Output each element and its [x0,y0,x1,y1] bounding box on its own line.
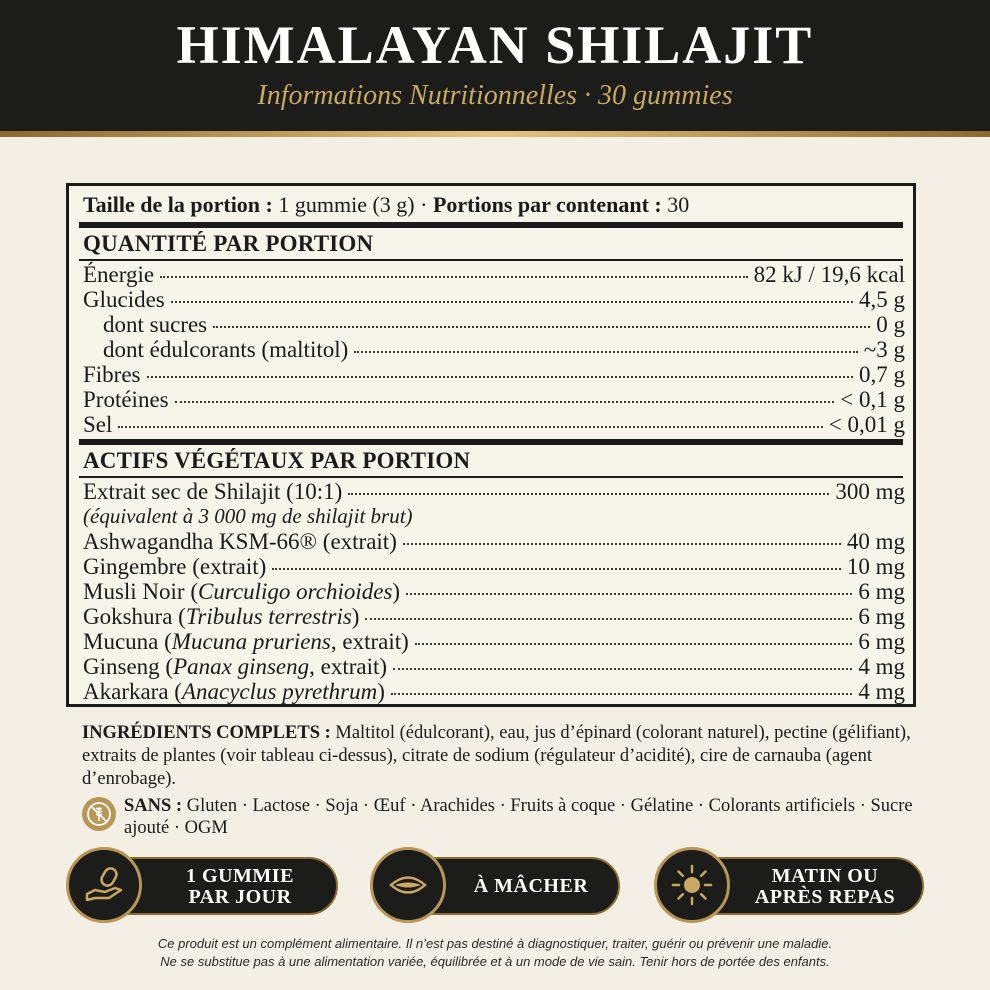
header-banner [0,0,990,131]
nutrient-row-fiber [83,362,905,387]
active-label [83,604,359,630]
leader-dots [391,693,852,695]
active-label [83,679,385,705]
active-label: Gingembre (extrait) [83,554,267,579]
sun-icon [654,847,730,923]
leader-dots [348,493,829,495]
active-name-tail: ) [377,679,385,704]
nutrient-value: 0 g [876,312,905,337]
leader-dots [171,301,853,303]
mouth-icon [370,847,446,923]
nutrient-value: < 0,1 g [840,387,905,412]
divider-thick [79,222,903,228]
active-row-ginseng [83,654,905,679]
disclaimer-line: Ce produit est un complément alimentaire. Il n’est pas destiné à diagnostiquer, traiter, guérir ou prévenir une maladie. [157,936,833,951]
servings-per-container-label: Portions par contenant : [432,192,662,217]
badge-line: PAR JOUR [188,886,292,908]
active-latin-name: Anacyclus pyrethrum [181,679,378,704]
badge-line: 1 GUMMIE [186,865,294,887]
active-row-musli [83,579,905,604]
nutrient-row-carbs [83,287,905,312]
free-from-section [82,793,912,843]
leader-dots [406,593,852,595]
leader-dots [403,543,841,545]
nutrient-label: Sel [83,412,113,437]
active-latin-name: Mucuna pruriens [171,629,331,654]
active-row-shilajit [83,479,905,504]
nutrient-label: Énergie [83,262,155,287]
free-from-text [124,795,914,839]
leader-dots [415,643,853,645]
active-row-ginger [83,554,905,579]
active-name: Musli Noir ( [83,579,198,604]
disclaimer [40,935,950,971]
active-value: 40 mg [846,529,905,554]
serving-size-label: Taille de la portion : [83,192,273,217]
active-latin-name: Panax ginseng [173,654,310,679]
nutrient-label: Glucides [83,287,165,312]
badge-line: APRÈS REPAS [754,886,896,908]
active-value: 6 mg [858,579,905,604]
active-value: 4 mg [858,679,905,704]
servings-per-container-value: 30 [661,192,690,217]
badge-line: À MÂCHER [473,875,589,897]
shilajit-equivalent-note: (équivalent à 3 000 mg de shilajit brut) [83,504,413,528]
active-name: Mucuna ( [83,629,172,654]
ingredients-label: INGRÉDIENTS COMPLETS : [82,723,331,743]
ingredients-text: Maltitol (édulcorant), eau, jus d’épinard (colorant naturel), pectine (gélifiant), extraits de plantes (voir tableau ci-dessus), citrate de sodium (régulateur d’acidité), cire de carnauba (agent d’enrobage). [82,723,911,789]
nutrient-row-sweeteners [83,337,905,362]
nutrient-row-salt [83,412,905,437]
nutrition-facts-panel [66,183,916,707]
serving-size-value: 1 gummie (3 g) · [272,192,433,217]
leader-dots [147,376,854,378]
free-from-label: SANS : [124,796,183,816]
active-value: 6 mg [858,604,905,629]
active-value: 6 mg [858,629,905,654]
active-row-gokshura [83,604,905,629]
active-name: Akarkara ( [83,679,182,704]
nutrient-row-protein [83,387,905,412]
active-row-mucuna [83,629,905,654]
leader-dots [213,326,870,328]
active-label [83,629,409,655]
nutrient-value: ~3 g [863,337,905,362]
divider-thin [79,476,903,478]
leader-dots [272,568,841,570]
active-name-tail: , extrait) [330,629,409,654]
leader-dots [160,276,747,278]
nutrient-row-sugars [83,312,905,337]
active-label [83,654,387,680]
wheat-free-icon [82,797,116,831]
leader-dots [393,668,852,670]
active-name-tail: , extrait) [309,654,388,679]
active-name-tail: ) [392,579,401,604]
nutrient-label: Fibres [83,362,141,387]
nutrient-value: 82 kJ / 19,6 kcal [753,262,905,287]
leader-dots [175,401,835,403]
active-value: 4 mg [858,654,905,679]
divider-thick [79,439,903,445]
active-row-akarkara [83,679,905,704]
active-value: 10 mg [846,554,905,579]
nutrient-label: dont sucres [103,312,208,337]
leader-dots [365,618,852,620]
active-label: Extrait sec de Shilajit (10:1) [83,479,343,504]
serving-info [83,192,903,218]
badge-dosage-label [150,866,330,908]
badge-chewable-label [446,876,616,897]
active-row-ashwagandha [83,529,905,554]
nutrient-value: 0,7 g [859,362,905,387]
active-latin-name: Curculigo orchioides [198,579,393,604]
nutrient-value: 4,5 g [859,287,905,312]
free-from-list: Gluten · Lactose · Soja · Œuf · Arachides · Fruits à coque · Gélatine · Colorants artificiels · Sucre ajouté · OGM [124,796,913,838]
divider-thin [79,259,903,261]
page-title: HIMALAYAN SHILAJIT [176,15,814,75]
nutrient-row-energy [83,262,905,287]
gold-divider [0,131,990,137]
leader-dots [118,426,822,428]
actives-heading: ACTIFS VÉGÉTAUX PAR PORTION [83,448,471,473]
nutrient-label: Protéines [83,387,169,412]
disclaimer-line: Ne se substitue pas à une alimentation variée, équilibrée et à un mode de vie sain. Tenir hors de portée des enfants. [160,954,830,969]
nutrition-heading: QUANTITÉ PAR PORTION [83,231,374,256]
nutrient-value: < 0,01 g [828,412,905,437]
leader-dots [354,351,858,353]
active-label: Ashwagandha KSM-66® (extrait) [83,529,397,554]
active-name: Gokshura ( [83,604,186,629]
page-subtitle: Informations Nutritionnelles · 30 gummies [257,80,733,111]
badge-line: MATIN OU [771,865,879,887]
active-name-tail: ) [351,604,360,629]
badge-timing-label [730,866,920,908]
ingredients-list [82,722,912,791]
active-latin-name: Tribulus terrestris [185,604,352,629]
nutrient-label: dont édulcorants (maltitol) [103,337,349,362]
active-value: 300 mg [835,479,905,504]
hand-gummy-icon [66,847,142,923]
active-label [83,579,400,605]
active-name: Ginseng ( [83,654,174,679]
